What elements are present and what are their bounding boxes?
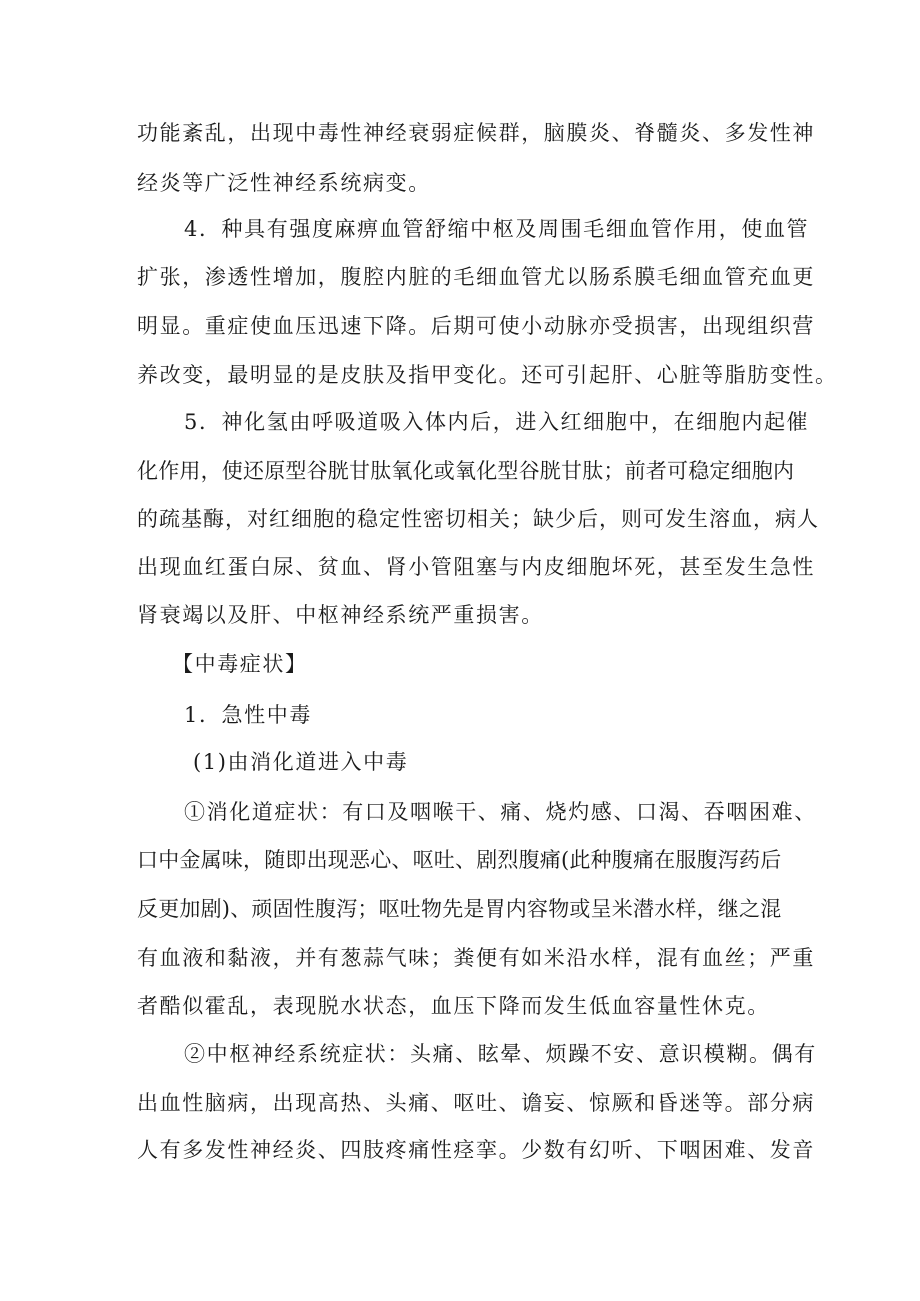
text-line: 明显。重症使血压迅速下降。后期可使小动脉亦受损害，出现组织营	[137, 314, 815, 338]
text-line: 者酷似霍乱，表现脱水状态，血压下降而发生低血容量性休克。	[137, 994, 770, 1018]
text-line: 化作用，使还原型谷胱甘肽氧化或氧化型谷胱甘肽；前者可稳定细胞内	[137, 459, 795, 483]
text-line: 扩张，渗透性增加，腹腔内脏的毛细血管尤以肠系膜毛细血管充血更	[137, 265, 815, 289]
subheading: (1)由消化道进入中毒	[193, 750, 409, 774]
text-line: 出现血红蛋白尿、贫血、肾小管阻塞与内皮细胞坏死，甚至发生急性	[137, 555, 815, 579]
text-line: ②中枢神经系统症状：头痛、眩晕、烦躁不安、意识模糊。偶有	[184, 1042, 817, 1066]
text-line: 5．神化氢由呼吸道吸入体内后，进入红细胞中，在细胞内起催	[184, 410, 810, 434]
text-line: 出血性脑病，出现高热、头痛、呕吐、谵妄、惊厥和昏迷等。部分病	[137, 1091, 815, 1115]
text-line: 口中金属味，随即出现恶心、呕吐、剧烈腹痛(此种腹痛在服腹泻药后	[137, 848, 782, 872]
text-line: 的疏基酶，对红细胞的稳定性密切相关；缺少后，则可发生溶血，病人	[137, 507, 819, 531]
text-line: 养改变，最明显的是皮肤及指甲变化。还可引起肝、心脏等脂肪变性。	[137, 363, 838, 387]
text-line: 经炎等广泛性神经系统病变。	[137, 171, 431, 195]
text-line: 有血液和黏液，并有葱蒜气味；粪便有如米沿水样，混有血丝；严重	[137, 946, 815, 970]
section-heading: 【中毒症状】	[172, 652, 308, 676]
text-line: 肾衰竭以及肝、中枢神经系统严重损害。	[137, 603, 544, 627]
text-line: 4．种具有强度麻痹血管舒缩中枢及周围毛细血管作用，使血管	[184, 217, 810, 241]
text-line: 人有多发性神经炎、四肢疼痛性痉挛。少数有幻听、下咽困难、发音	[137, 1138, 815, 1162]
text-line: 反更加剧)、顽固性腹泻；呕吐物先是胃内容物或呈米潜水样，继之混	[137, 897, 782, 921]
text-line: ①消化道症状：有口及咽喉干、痛、烧灼感、口渴、吞咽困难、	[184, 800, 817, 824]
text-line: 功能紊乱，出现中毒性神经衰弱症候群，脑膜炎、脊髓炎、多发性神	[137, 121, 815, 145]
subheading: 1．急性中毒	[184, 703, 312, 727]
